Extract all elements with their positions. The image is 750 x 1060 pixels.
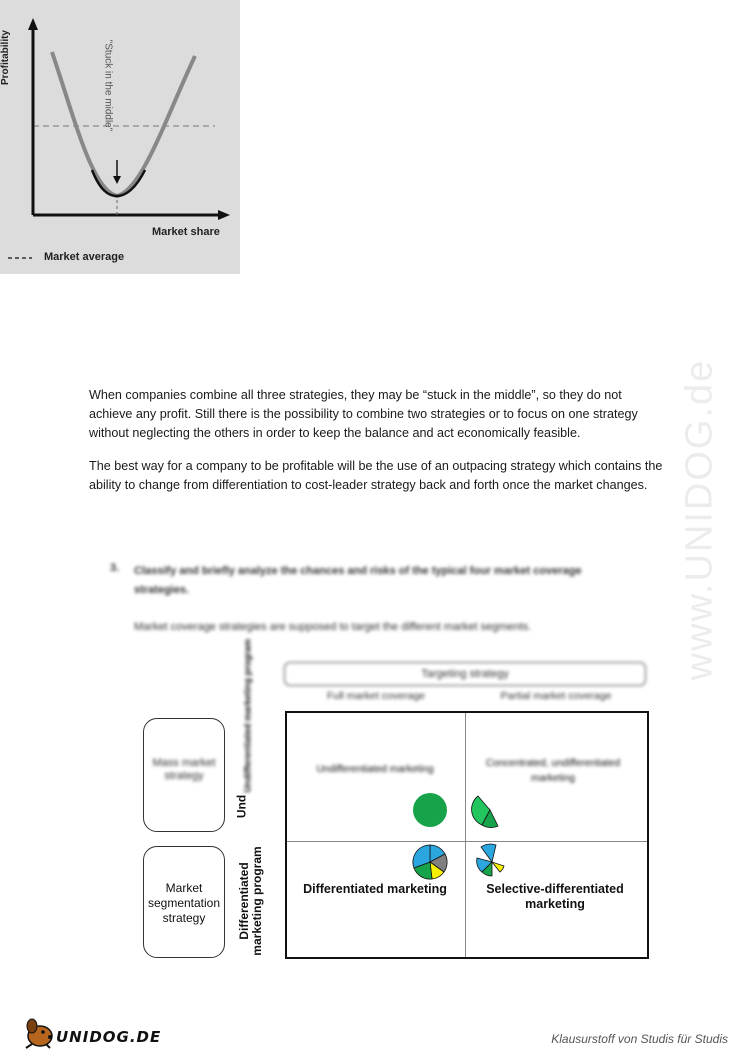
question-text: Classify and briefly analyze the chances and risks of the typical four market coverage strategies.: [134, 565, 582, 596]
question-number: 3.: [110, 562, 120, 574]
market-segmentation-box: [143, 846, 225, 958]
targeting-strategy-header: [284, 662, 646, 686]
question-answer: Market coverage strategies are supposed to target the different market segments.: [134, 621, 532, 633]
selective-multi-pie: [472, 842, 512, 882]
differentiated-multi-pie: [410, 842, 450, 882]
targeting-strategy-label: Targeting strategy: [421, 668, 509, 680]
market-segmentation-label: Market segmentation strategy: [147, 881, 221, 925]
cell-concentrated: Concentrated, undifferentiated marketing: [485, 758, 621, 784]
full-green-pie: [410, 792, 450, 832]
stuck-in-middle-figure: [0, 0, 240, 274]
stuck-annotation: "Stuck in the middle": [102, 39, 114, 132]
undifferentiated-program-visible: Und: [234, 794, 249, 819]
y-axis-label: Profitability: [0, 29, 12, 86]
coverage-matrix: [285, 711, 649, 959]
column-partial-coverage: Partial market coverage: [500, 690, 612, 702]
cell-undifferentiated: Undifferentiated marketing: [316, 764, 434, 775]
mass-market-box: [143, 718, 225, 832]
partial-green-slice: [470, 792, 510, 832]
undifferentiated-program-label: Undifferentiated marketing program: [242, 638, 253, 793]
differentiated-program-label: Differentiated marketing program: [237, 846, 264, 956]
footer-tagline: Klausurstoff von Studis für Studis: [551, 1032, 728, 1046]
cell-selective-differentiated: Selective-differentiated marketing: [486, 882, 624, 911]
column-full-coverage: Full market coverage: [326, 690, 426, 702]
paragraph-outpacing-strategy: The best way for a company to be profitable will be the use of an outpacing strategy which contains the ability to change from differentiation to cost-leader strategy back and forth once the market changes.: [89, 459, 663, 492]
legend-label: Market average: [44, 251, 125, 263]
paragraph-stuck-in-middle: When companies combine all three strategies, they may be “stuck in the middle”, so they do not achieve any profit. Still there is the possibility to combine two strategies or to focus on one strategy without neglecting the others in order to keep the balance and act economically feasible.: [89, 388, 638, 440]
matrix-vertical-divider: [465, 713, 466, 957]
matrix-horizontal-divider: [287, 841, 647, 842]
cell-differentiated: Differentiated marketing: [303, 882, 447, 896]
unidog-logo-text: UNIDOG.DE: [56, 1028, 162, 1046]
watermark-text: www.UNIDOG.de: [678, 358, 721, 681]
mass-market-label: Mass market strategy: [152, 757, 216, 782]
x-axis-label: Market share: [152, 226, 220, 238]
